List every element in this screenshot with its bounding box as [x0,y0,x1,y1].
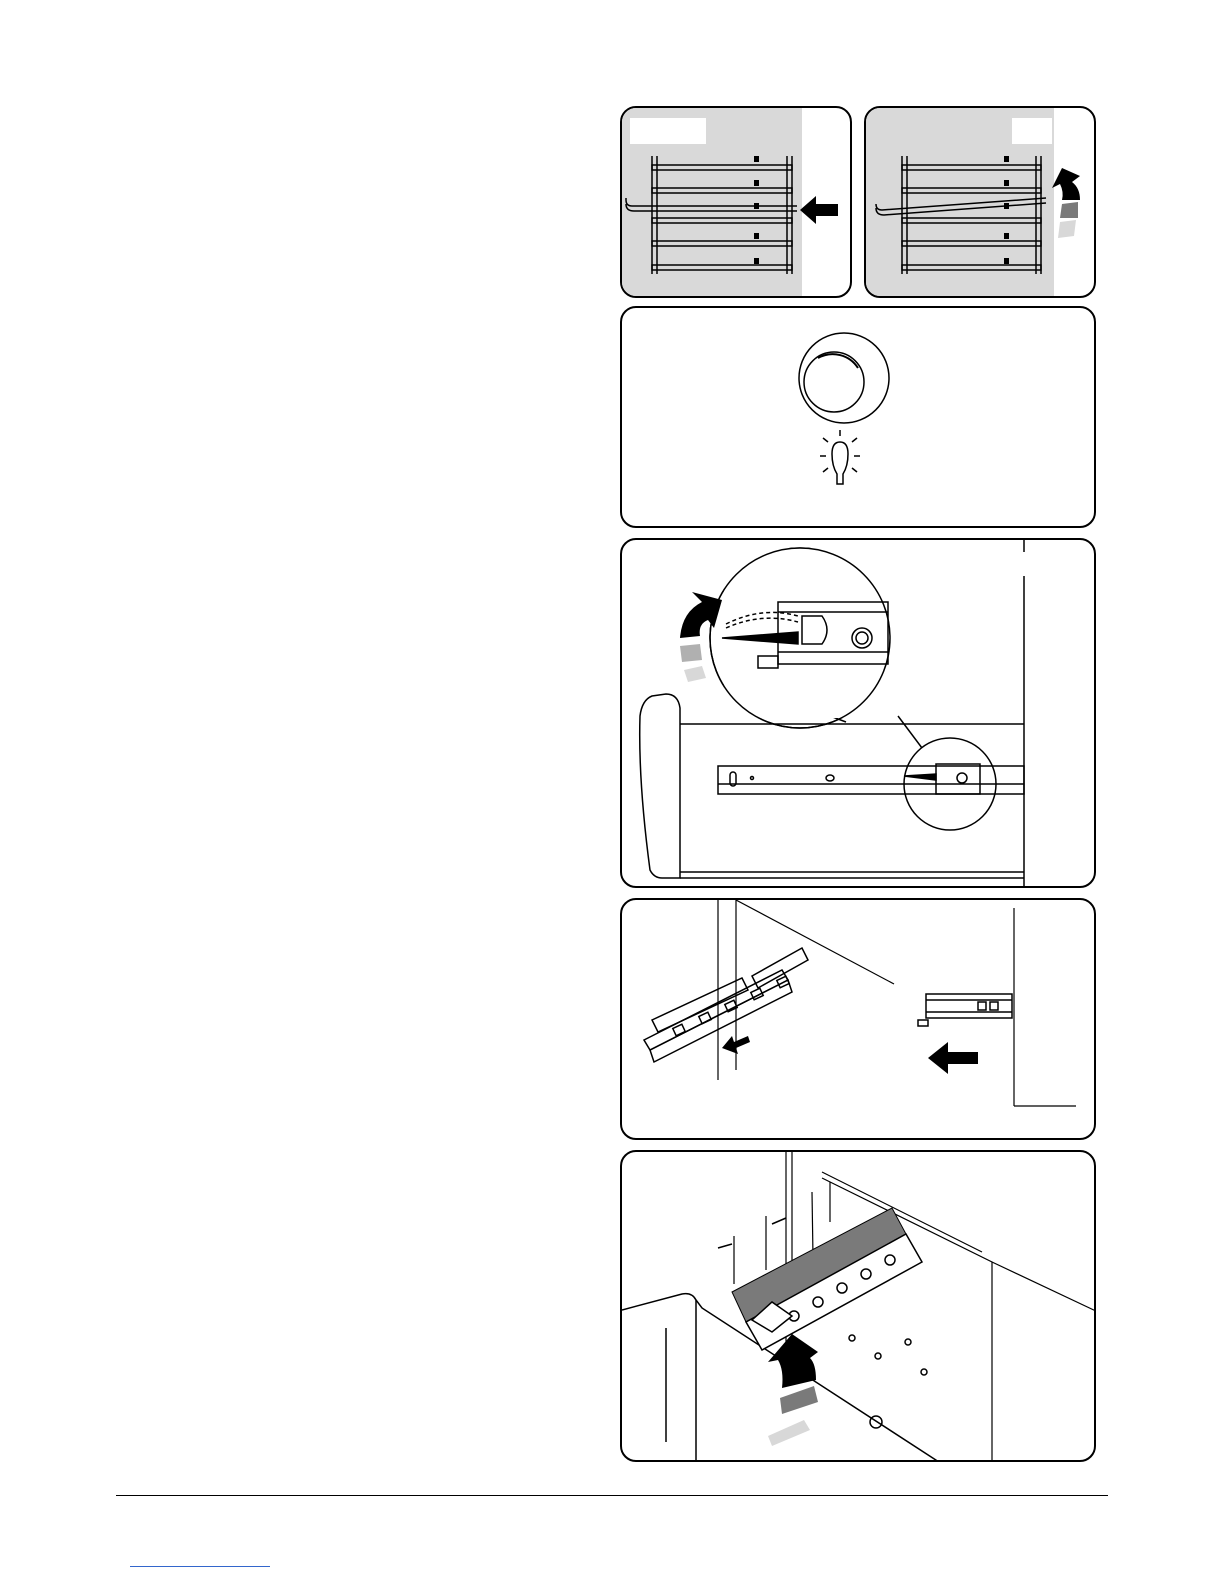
curved-lift-arrow-icon [768,1334,818,1446]
rail-end-view [918,994,1012,1026]
rail [718,766,1024,794]
label-box [1012,118,1052,144]
label-box [630,118,706,144]
round-button-light-icon [622,308,1096,528]
rail-lever-lift-icon [622,1152,1096,1462]
shelf-rack-insert-icon [622,108,852,298]
shelf-rack-tilt-icon [866,108,1096,298]
latch-small [904,764,980,794]
push-arrow-icon [928,1042,978,1074]
figure-4-panel [620,898,1096,1140]
figure-3-panel [620,538,1096,888]
figure-1b-panel [864,106,1096,298]
rail-slide-in-icon [622,900,1096,1140]
figure-5-panel [620,1150,1096,1462]
push-arrow-icon [800,196,838,224]
figure-1a-panel [620,106,852,298]
light-bulb-icon [820,430,860,484]
drawer-rail-latch-icon [622,540,1096,888]
dimension-arrows [718,1218,786,1248]
round-button [799,333,889,423]
figure-2-panel [620,306,1096,528]
zoom-fill [724,548,892,718]
footer-link-underline [130,1566,270,1567]
curved-lift-arrow-icon [1052,168,1080,238]
footer-rule [116,1495,1108,1496]
